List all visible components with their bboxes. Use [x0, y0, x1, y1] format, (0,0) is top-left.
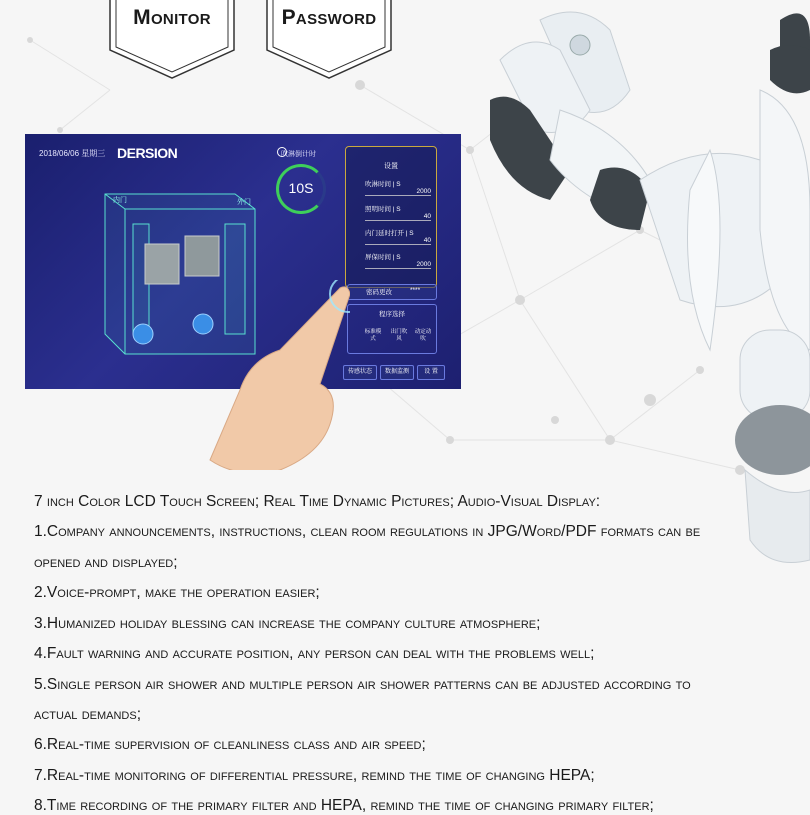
- description-line: 3.Humanized holiday blessing can increase the company culture atmosphere;: [34, 615, 541, 632]
- description-line: 1.Company announcements, instructions, clean room regulations in JPG/Word/PDF formats can be: [34, 523, 701, 540]
- settings-button[interactable]: 设 置: [417, 365, 445, 380]
- monitor-badge-label: Monitor: [133, 6, 211, 29]
- description-line: 7.Real-time monitoring of differential pressure, remind the time of changing HEPA;: [34, 767, 595, 784]
- setting-field[interactable]: 照明时间 | S 40: [365, 206, 431, 220]
- setting-field[interactable]: 内门延时打开 | S 40: [365, 230, 431, 244]
- description-line: 5.Single person air shower and multiple person air shower patterns can be adjusted according to: [34, 676, 691, 693]
- program-title: 程序选择: [379, 311, 405, 318]
- setting-field[interactable]: 吹淋时间 | S 2000: [365, 181, 431, 195]
- hand-illustration: [200, 280, 350, 470]
- password-badge-label: Password: [281, 6, 377, 29]
- robot-illustration: [490, 12, 810, 563]
- screen-date: 2018/06/06 星期三: [39, 149, 106, 158]
- description-line: 2.Voice-prompt, make the operation easier;: [34, 584, 320, 601]
- settings-title: 设置: [384, 163, 398, 170]
- description-line: opened and displayed;: [34, 554, 178, 571]
- description-line: 7 inch Color LCD Touch Screen; Real Time Dynamic Pictures; Audio-Visual Display:: [34, 493, 601, 510]
- countdown-value: 10S: [288, 180, 314, 196]
- door-label-inner: 内门: [113, 197, 127, 204]
- password-change-field[interactable]: [347, 284, 437, 300]
- mode-option[interactable]: 标准模式: [364, 329, 382, 342]
- description-line: 4.Fault warning and accurate position, any person can deal with the problems well;: [34, 645, 595, 662]
- program-select-panel: [347, 304, 437, 354]
- mode-option[interactable]: 出门吹风: [390, 329, 408, 342]
- description-line: 6.Real-time supervision of cleanliness class and air speed;: [34, 736, 426, 753]
- password-value: ****: [410, 287, 421, 294]
- password-badge: [265, 0, 393, 82]
- sensor-status-button[interactable]: 传感状态: [343, 365, 377, 380]
- data-monitor-button[interactable]: 数据监测: [380, 365, 414, 380]
- countdown-label: 吹淋倒计时: [281, 151, 316, 158]
- description-line: actual demands;: [34, 706, 142, 723]
- password-label: 密码更改: [366, 289, 392, 296]
- screen-logo: DERSION: [117, 145, 178, 161]
- door-label-outer: 外门: [237, 199, 251, 206]
- setting-field[interactable]: 屏保时间 | S 2000: [365, 254, 431, 268]
- monitor-badge: [108, 0, 236, 82]
- description-line: 8.Time recording of the primary filter and HEPA, remind the time of changing primary filter;: [34, 797, 654, 814]
- mode-option[interactable]: 动定动吹: [414, 329, 432, 342]
